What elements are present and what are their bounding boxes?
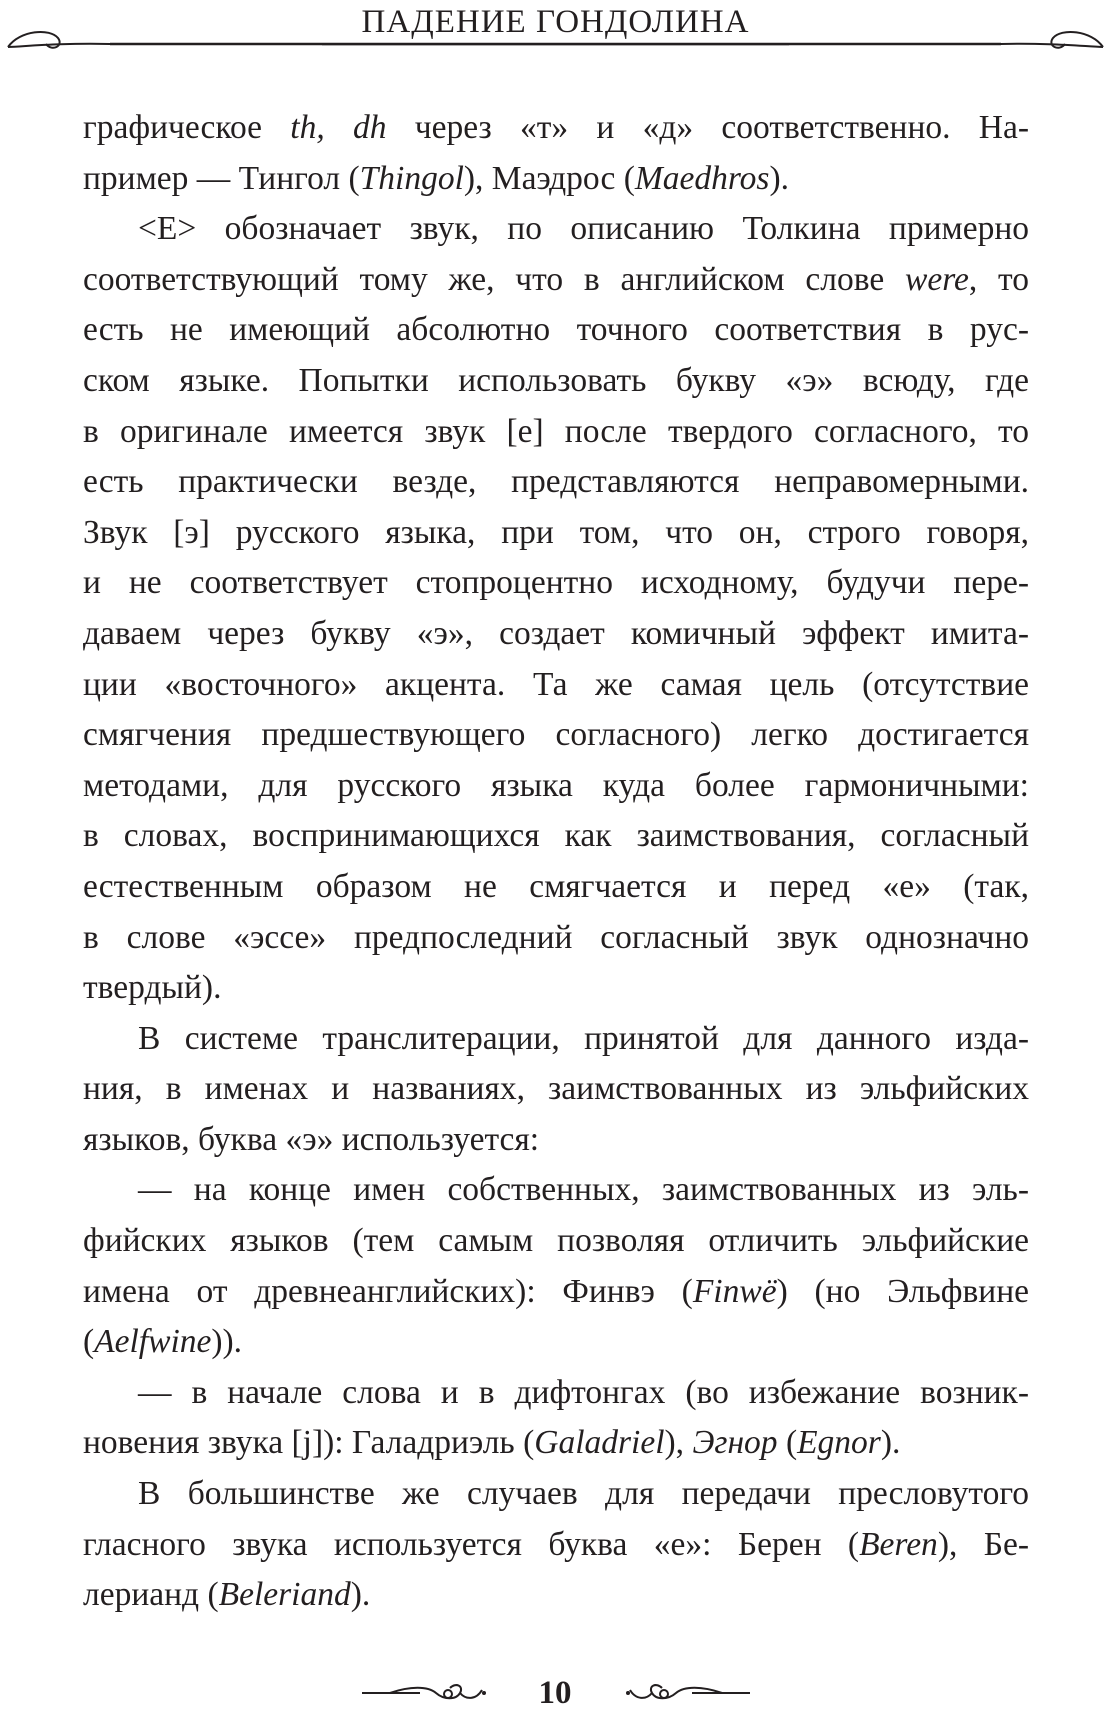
italic-term: Finwë (692, 1272, 777, 1310)
text-line: смягчения предшествующего согласного) легко достигается (83, 716, 1029, 754)
text-line: языков, буква «э» используется: (83, 1120, 540, 1158)
text-line: графическое th, dh через «т» и «д» соответственно. На- (83, 109, 1029, 146)
text-line: естественным образом не смягчается и перед «е» (так, (83, 867, 1029, 905)
text-line: ния, в именах и названиях, заимствованных из эльфийских (83, 1070, 1029, 1108)
text-line: даваем через букву «э», создает комичный эффект имита- (83, 614, 1029, 652)
text-line: лерианд (Beleriand). (83, 1576, 371, 1614)
right-footer-ornament-icon (624, 1678, 752, 1708)
running-title: ПАДЕНИЕ ГОНДОЛИНА (361, 4, 750, 40)
text-line: ции «восточного» акцента. Та же самая цель (отсутствие (83, 665, 1029, 703)
text-line: соответствующий тому же, что в английском слове were, то (83, 260, 1029, 298)
text-line: методами, для русского языка куда более гармоничными: (83, 766, 1029, 804)
text-line: В системе транслитерации, принятой для данного изда- (138, 1019, 1029, 1057)
text-line: и не соответствует стопроцентно исходному, будучи пере- (83, 564, 1029, 602)
italic-term: th, dh (290, 109, 387, 146)
text-line: фийских языков (тем самым позволяя отличить эльфийские (83, 1222, 1029, 1260)
text-line: гласного звука используется буква «е»: Берен (Beren), Бе- (83, 1525, 1029, 1563)
running-header (0, 0, 1111, 62)
italic-term: were (905, 260, 969, 298)
text-line: в слове «эссе» предпоследний согласный звук однозначно (83, 918, 1029, 956)
text-line: в словах, воспринимающихся как заимствования, согласный (83, 817, 1029, 855)
page-footer (0, 1668, 1111, 1718)
page-number: 10 (538, 1675, 572, 1711)
text-line: имена от древнеанглийских): Финвэ (Finwë) (но Эльфвине (83, 1272, 1030, 1310)
body-text (83, 103, 1029, 1621)
text-line: Звук [э] русского языка, при том, что он, строго говоря, (83, 513, 1029, 551)
text-line: новения звука [j]): Галадриэль (Galadriel), Эгнор (Egnor). (83, 1424, 901, 1462)
text-line: В большинстве же случаев для передачи пресловутого (138, 1475, 1029, 1513)
text-line: — в начале слова и в дифтонгах (во избежание возник- (138, 1373, 1029, 1411)
italic-term: Эгнор (692, 1424, 778, 1462)
italic-term: Maedhros (634, 159, 770, 197)
italic-term: Egnor (797, 1424, 881, 1462)
italic-term: Beren (859, 1525, 938, 1563)
italic-term: Aelfwine (94, 1323, 212, 1361)
italic-term: Beleriand (218, 1576, 351, 1614)
italic-term: Thingol (359, 159, 464, 197)
text-line: пример — Тингол (Thingol), Маэдрос (Maedhros). (83, 159, 789, 197)
left-footer-ornament-icon (360, 1678, 488, 1708)
text-line: есть практически везде, представляются неправомерными. (83, 463, 1029, 501)
text-line: (Aelfwine)). (83, 1323, 243, 1361)
text-line: <Е> обозначает звук, по описанию Толкина примерно (138, 210, 1029, 248)
text-line: твердый). (83, 969, 222, 1007)
text-line: ском языке. Попытки использовать букву «э» всюду, где (83, 361, 1029, 399)
text-line: в оригинале имеется звук [е] после твердого согласного, то (83, 412, 1029, 450)
text-line: — на конце имен собственных, заимствованных из эль- (138, 1171, 1029, 1209)
italic-term: Galadriel (534, 1424, 665, 1462)
text-line: есть не имеющий абсолютно точного соответствия в рус- (83, 311, 1029, 349)
